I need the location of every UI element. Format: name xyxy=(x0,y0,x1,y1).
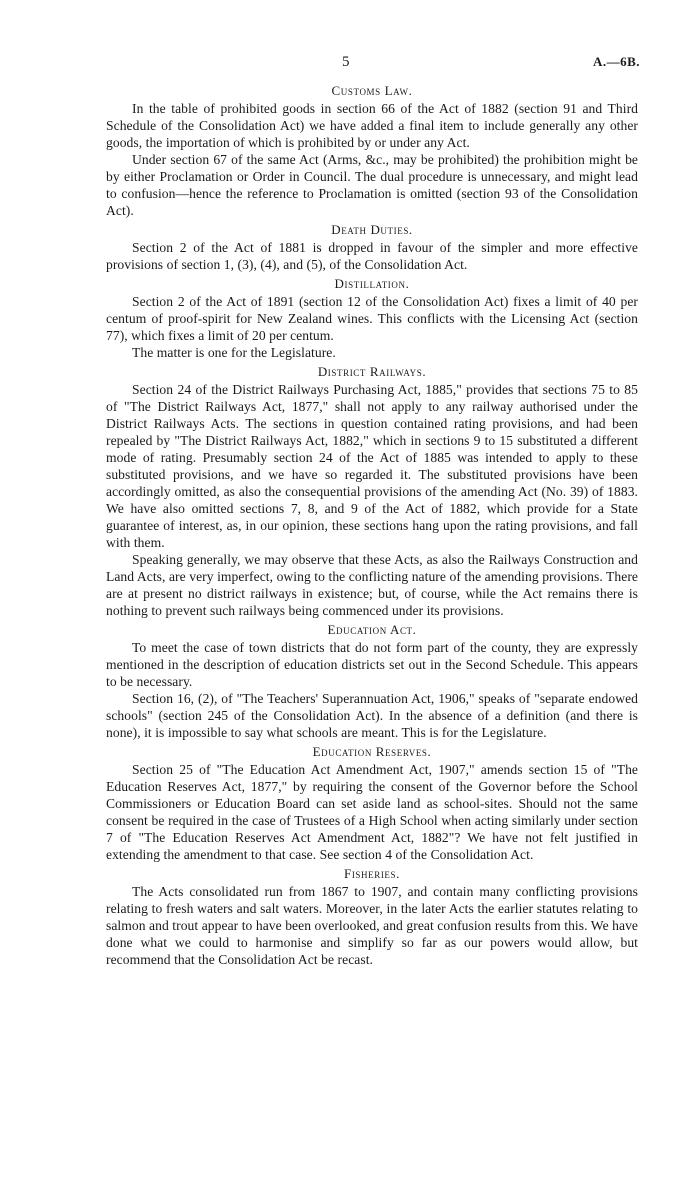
paragraph: Speaking generally, we may observe that these Acts, as also the Railways Construction and Land Acts, are very imperfect, owing to the conflicting nature of the amending provisions. There are at present no district railways in existence; but, of course, while the Act remains there is nothing to prevent such railways being commenced under its provisions. xyxy=(106,552,638,618)
section-heading: Education Reserves. xyxy=(312,744,432,759)
section-heading: Customs Law. xyxy=(331,83,413,98)
paragraph: Section 2 of the Act of 1881 is dropped in favour of the simpler and more effective provisions of section 1, (3), (4), and (5), of the Consolidation Act. xyxy=(106,240,638,272)
section-heading: Death Duties. xyxy=(331,222,413,237)
paragraph: The Acts consolidated run from 1867 to 1907, and contain many conflicting provisions relating to fresh waters and salt waters. Moreover, in the later Acts the earlier statutes relating to salmon and trout appear to have been overlooked, and great confusion results from this. We have done what we could to harmonise and simplify so far as our powers would allow, but recommend that the Consolidation Act be recast. xyxy=(106,884,638,967)
paragraph: Section 24 of the District Railways Purchasing Act, 1885," provides that sections 75 to 85 of "The District Railways Act, 1877," shall not apply to any railway authorised under the District Railways Acts. The sections in question contained rating provisions, and had been repealed by "The District Railways Act, 1882," which in sections 9 to 15 substituted a different mode of rating. Presumably section 24 of the Act of 1885 was intended to apply to these substituted provisions, and we have so regarded it. The substituted provisions have been accordingly omitted, as also the consequential provisions of the amending Act (No. 39) of 1883. We have also omitted sections 7, 8, and 9 of the Act of 1882, which provide for a State guarantee of interest, as, in our opinion, these sections hang upon the rating provisions, and fall with them. xyxy=(106,382,638,550)
paragraph: To meet the case of town districts that do not form part of the county, they are expressly mentioned in the description of education districts set out in the Second Schedule. This appears to be necessary. xyxy=(106,640,638,689)
paragraph: Section 25 of "The Education Act Amendment Act, 1907," amends section 15 of "The Education Reserves Act, 1877," by requiring the consent of the Governor before the School Commissioners or Education Board can set aside land as school-sites. Should not the same consent be required in the case of Trustees of a High School when acting similarly under section 7 of "The Education Reserves Act Amendment Act, 1882"? We have not felt justified in extending the amendment to that case. See section 4 of the Consolidation Act. xyxy=(106,762,638,862)
paragraph: In the table of prohibited goods in section 66 of the Act of 1882 (section 91 and Third Schedule of the Consolidation Act) we have added a final item to include generally any other goods, the importation of which is prohibited by or under any Act. xyxy=(106,101,638,150)
section-heading: District Railways. xyxy=(317,364,427,379)
section-fisheries xyxy=(106,865,638,968)
section-heading: Fisheries. xyxy=(344,866,400,881)
document-page xyxy=(106,54,638,968)
section-death-duties xyxy=(106,221,638,273)
section-distillation xyxy=(106,275,638,361)
section-heading: Education Act. xyxy=(327,622,417,637)
section-district-railways xyxy=(106,363,638,619)
paragraph: Section 16, (2), of "The Teachers' Superannuation Act, 1906," speaks of "separate endowed schools" (section 245 of the Consolidation Act). In the absence of a definition (and there is none), it is impossible to say what schools are meant. This is for the Legislature. xyxy=(106,691,638,740)
paragraph: The matter is one for the Legislature. xyxy=(132,345,336,360)
paragraph: Section 2 of the Act of 1891 (section 12 of the Consolidation Act) fixes a limit of 40 per centum of proof-spirit for New Zealand wines. This conflicts with the Licensing Act (section 77), which fixes a limit of 20 per centum. xyxy=(106,294,638,343)
section-customs-law xyxy=(106,82,638,219)
page-header xyxy=(106,54,638,80)
section-education-act xyxy=(106,621,638,741)
document-reference: A.—6B. xyxy=(592,54,640,69)
section-education-reserves xyxy=(106,743,638,863)
page-number: 5 xyxy=(342,54,350,70)
paragraph: Under section 67 of the same Act (Arms, &c., may be prohibited) the prohibition might be by either Proclamation or Order in Council. The dual procedure is unnecessary, and might lead to confusion—hence the reference to Proclamation is omitted (section 93 of the Consolidation Act). xyxy=(106,152,638,218)
section-heading: Distillation. xyxy=(334,276,410,291)
